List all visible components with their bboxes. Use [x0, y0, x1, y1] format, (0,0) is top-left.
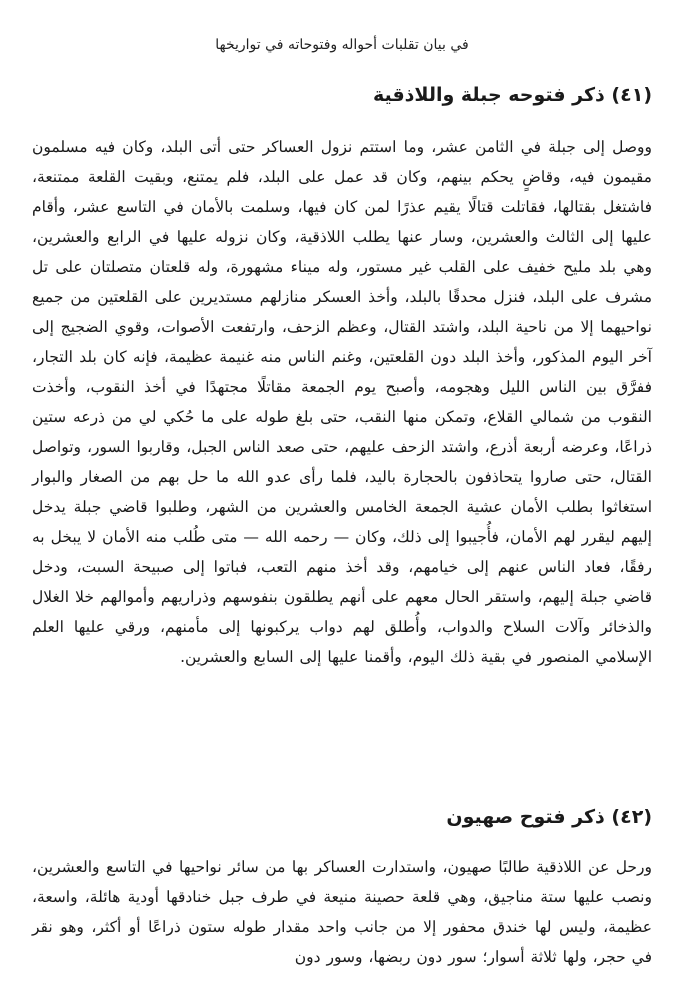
section-41 — [32, 82, 652, 672]
running-header: في بيان تقلبات أحواله وفتوحاته في تواريخها — [215, 37, 469, 53]
section-paragraph: ورحل عن اللاذقية طالبًا صهيون، واستدارت العساكر بها من سائر نواحيها في التاسع والعشرين، ونصب عليها ستة مناجيق، وهي قلعة حصينة منيعة في طرف جبل خنادقها أودية هائلة، واسعة، عظيمة، وليس لها خندق محفور إلا من جانب واحد مقدار طوله ستون ذراعًا أو أكثر، وهو نقر في حجر، ولها ثلاثة أسوار؛ سور دون ربضها، وسور دون — [32, 858, 652, 966]
section-42 — [32, 804, 652, 972]
section-heading: (٤٢) ذكر فتوح صهيون — [446, 806, 652, 828]
section-heading: (٤١) ذكر فتوحه جبلة واللاذقية — [372, 84, 652, 106]
section-paragraph: ووصل إلى جبلة في الثامن عشر، وما استتم نزول العساكر حتى أتى البلد، وكان فيه مسلمون مقيمون فيه، وقاضٍ يحكم بينهم، وكان قد عمل على البلد، فلم يمتنع، وبقيت القلعة ممتنعة، فاشتغل بقتالها، فقاتلت قتالًا يقيم عذرًا لمن كان فيها، وسلمت بالأمان في التاسع عشر، وأقام عليها إلى الثالث والعشرين، وسار عنها يطلب اللاذقية، وكان نزوله عليها في الرابع والعشرين، وهي بلد مليح خفيف على القلب غير مستور، وله ميناء مشهورة، وله قلعتان متصلتان على تل مشرف على البلد، فنزل محدقًا بالبلد، وأخذ العسكر منازلهم مستديرين على القلعتين من جميع نواحيهما إلا من ناحية البلد، واشتد القتال، وعظم الزحف، وارتفعت الأصوات، وقوي الضجيج إلى آخر اليوم المذكور، وأخذ البلد دون القلعتين، وغنم الناس منه غنيمة عظيمة، فإنه كان بلد التجار، ففرَّق بين الناس الليل وهجومه، وأصبح يوم الجمعة مقاتلًا مجتهدًا في أخذ النقوب، وأخذت النقوب من شمالي القلاع، وتمكن منها النقب، حتى بلغ طوله على ما حُكي لي من ذرعه ستين ذراعًا، وعرضه أربعة أذرع، واشتد الزحف عليهم، حتى صعد الناس الجبل، وقاربوا السور، وتواصل القتال، حتى صاروا يتحاذفون بالحجارة باليد، فلما رأى عدو الله ما حل بهم من الصغار والبوار استغاثوا بطلب الأمان عشية الجمعة الخامس والعشرين من الشهر، وطلبوا قاضي جبلة يدخل إليهم ليقرر لهم الأمان، فأُجيبوا إلى ذلك، وكان — رحمه الله — متى طُلب منه الأمان لا يبخل به رفقًا، فعاد الناس عنهم إلى خيامهم، وقد أخذ منهم التعب، فباتوا إلى صبيحة السبت، ودخل قاضي جبلة إليهم، واستقر الحال معهم على أنهم يطلقون بنفوسهم وذراريهم وأموالهم خلا الغلال والذخائر وآلات السلاح والدواب، وأُطلق لهم دواب يركبونها إلى مأمنهم، ورقي عليها العلم الإسلامي المنصور في بقية ذلك اليوم، وأقمنا عليها إلى السابع والعشرين. — [32, 138, 652, 666]
